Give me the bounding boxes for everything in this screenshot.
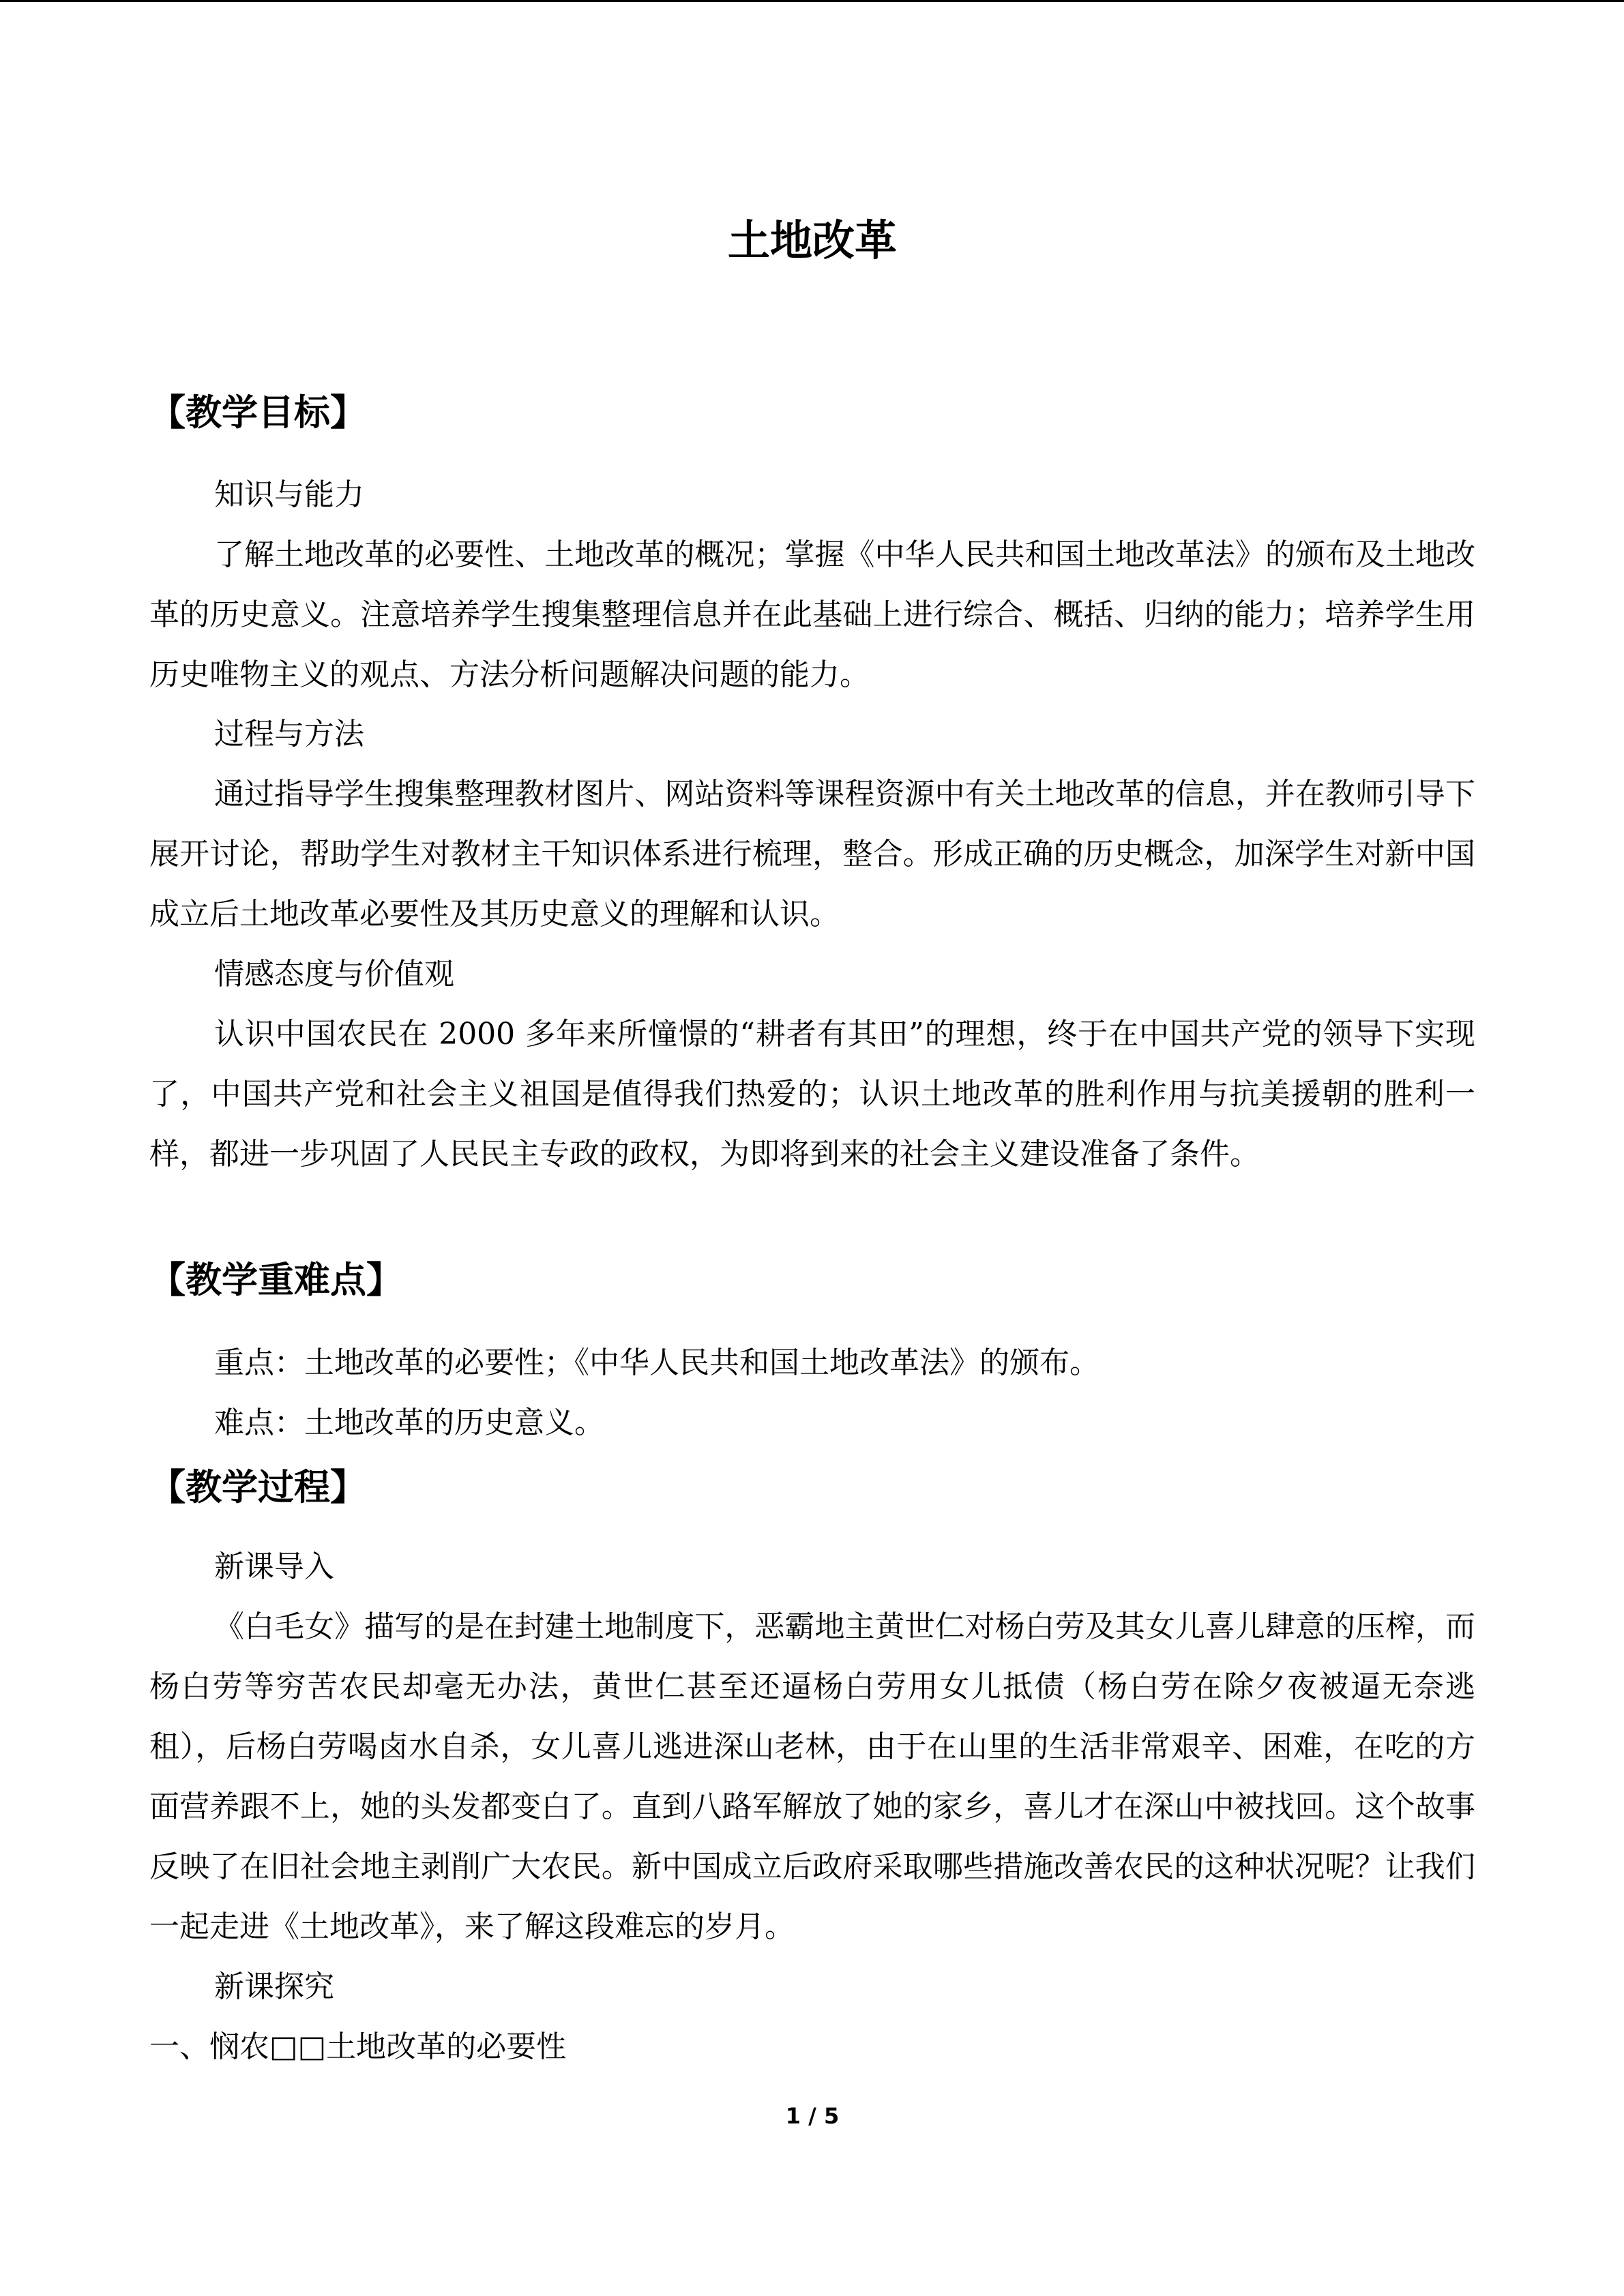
key-point-text: 重点：土地改革的必要性；《中华人民共和国土地改革法》的颁布。 — [214, 1345, 1099, 1380]
paragraph-values: 认识中国农民在 2000 多年来所憧憬的“耕者有其田”的理想，终于在中国共产党的领导下实现了，中国共产党和社会主义祖国是值得我们热爱的；认识土地改革的胜利作用与抗美援朝的胜利一样，都进一步巩固了人民民主专政的政权，为即将到来的社会主义建设准备了条件。 — [149, 1017, 1475, 1172]
section-heading-objectives: 【教学目标】 — [149, 392, 366, 434]
section-heading-key-points: 【教学重难点】 — [149, 1259, 402, 1301]
difficult-point-text: 难点：土地改革的历史意义。 — [214, 1405, 604, 1440]
section-heading-process: 【教学过程】 — [149, 1467, 366, 1508]
page-number: 1 / 5 — [785, 2103, 840, 2129]
document-page — [149, 0, 1475, 2296]
subheading-values: 情感态度与价值观 — [214, 957, 454, 992]
paragraph-knowledge: 了解土地改革的必要性、土地改革的概况；掌握《中华人民共和国土地改革法》的颁布及土地改革的历史意义。注意培养学生搜集整理信息并在此基础上进行综合、概括、归纳的能力；培养学生用历史唯物主义的观点、方法分析问题解决问题的能力。 — [149, 537, 1475, 692]
subheading-knowledge: 知识与能力 — [214, 477, 364, 512]
page-title: 土地改革 — [727, 215, 897, 265]
subheading-intro: 新课导入 — [214, 1549, 334, 1584]
subheading-explore: 新课探究 — [214, 1969, 334, 2004]
paragraph-process-method: 通过指导学生搜集整理教材图片、网站资料等课程资源中有关土地改革的信息，并在教师引导下展开讨论，帮助学生对教材主干知识体系进行梳理，整合。形成正确的历史概念，加深学生对新中国成立后土地改革必要性及其历史意义的理解和认识。 — [149, 777, 1475, 931]
paragraph-intro: 《白毛女》描写的是在封建土地制度下，恶霸地主黄世仁对杨白劳及其女儿喜儿肆意的压榨，而杨白劳等穷苦农民却毫无办法，黄世仁甚至还逼杨白劳用女儿抵债（杨白劳在除夕夜被逼无奈逃租），后杨白劳喝卤水自杀，女儿喜儿逃进深山老林，由于在山里的生活非常艰辛、困难，在吃的方面营养跟不上，她的头发都变白了。直到八路军解放了她的家乡，喜儿才在深山中被找回。这个故事反映了在旧社会地主剥削广大农民。新中国成立后政府采取哪些措施改善农民的这种状况呢？让我们一起走进《土地改革》，来了解这段难忘的岁月。 — [149, 1609, 1475, 1944]
subheading-process-method: 过程与方法 — [214, 717, 364, 751]
section-part-one: 一、悯农□□土地改革的必要性 — [149, 2029, 567, 2064]
